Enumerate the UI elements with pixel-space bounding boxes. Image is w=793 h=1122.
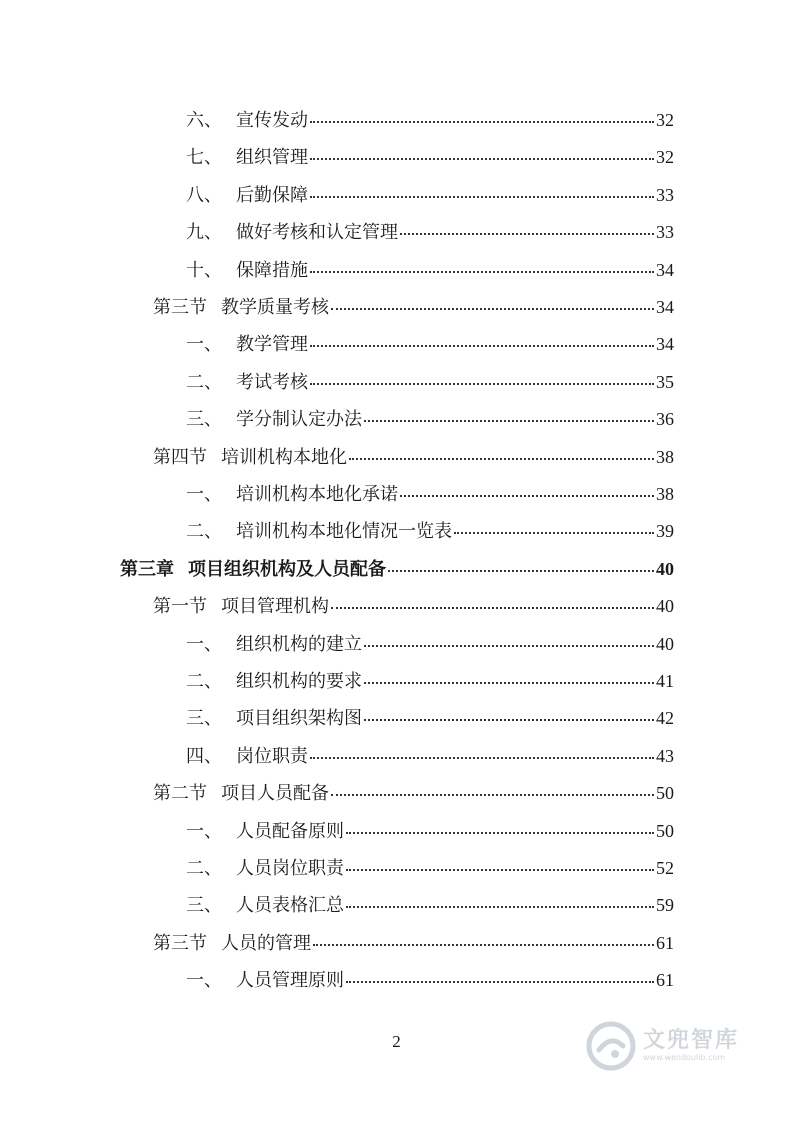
toc-entry-page: 40 (656, 633, 674, 654)
toc-entry-page: 38 (656, 446, 674, 467)
toc-entry-number: 一、 (186, 633, 222, 655)
toc-entry-number: 一、 (186, 970, 222, 992)
toc-leader-dots (331, 606, 654, 609)
toc-entry-number: 一、 (186, 820, 222, 842)
toc-entry-label (186, 894, 344, 918)
toc-entry-page: 61 (656, 970, 674, 991)
toc-entry-number: 第三章 (120, 558, 174, 580)
toc-entry-title: 人员管理原则 (236, 970, 344, 992)
toc-entry[interactable] (153, 445, 674, 469)
toc-entry[interactable] (186, 819, 674, 843)
page-number: 2 (392, 1032, 401, 1051)
toc-entry[interactable] (186, 258, 674, 282)
toc-entry-label (186, 184, 308, 208)
toc-entry-label (153, 782, 329, 806)
toc-entry-page: 40 (656, 558, 674, 579)
toc-entry-number: 一、 (186, 484, 222, 505)
toc-entry-number: 三、 (186, 895, 222, 917)
toc-entry-label (153, 932, 311, 956)
toc-entry-title: 组织管理 (236, 147, 308, 169)
toc-leader-dots (310, 195, 654, 198)
toc-entry-number: 二、 (186, 858, 222, 879)
toc-entry-number: 二、 (186, 521, 222, 543)
toc-entry-title: 培训机构本地化 (221, 446, 347, 468)
toc-entry-number: 三、 (186, 708, 222, 730)
toc-entry-label (186, 408, 362, 432)
toc-entry-label (153, 595, 329, 619)
wendou-logo-icon (585, 1020, 637, 1072)
toc-entry-page: 35 (656, 371, 674, 392)
toc-entry-page: 32 (656, 147, 674, 168)
toc-entry-label (186, 707, 362, 731)
toc-entry-title: 培训机构本地化情况一览表 (236, 521, 452, 543)
toc-entry-number: 七、 (186, 147, 222, 169)
toc-entry-label (186, 520, 452, 544)
toc-entry[interactable] (186, 332, 674, 356)
toc-leader-dots (331, 307, 654, 310)
toc-entry-number: 第三节 (153, 297, 207, 318)
toc-entry[interactable] (153, 931, 674, 955)
toc-entry-title: 教学管理 (236, 334, 308, 356)
toc-entry-title: 教学质量考核 (221, 297, 329, 318)
toc-leader-dots (400, 232, 654, 235)
toc-leader-dots (310, 120, 654, 123)
toc-entry-number: 四、 (186, 745, 222, 767)
toc-entry[interactable] (186, 407, 674, 431)
toc-entry-page: 41 (656, 671, 674, 691)
toc-entry-title: 组织机构的要求 (236, 671, 362, 692)
toc-entry-title: 后勤保障 (236, 184, 308, 206)
toc-entry-number: 二、 (186, 671, 222, 692)
toc-entry-number: 三、 (186, 409, 222, 431)
toc-entry[interactable] (153, 781, 674, 805)
toc-entry-title: 人员岗位职责 (236, 858, 344, 879)
toc-entry-title: 人员的管理 (221, 932, 311, 954)
watermark-url: www.wendoulib.com (643, 1053, 726, 1062)
toc-leader-dots (346, 868, 654, 871)
toc-entry-label (186, 670, 362, 694)
toc-entry[interactable] (186, 744, 674, 768)
toc-entry-page: 39 (656, 521, 674, 542)
toc-entry-number: 第四节 (153, 446, 207, 468)
toc-entry-page: 42 (656, 708, 674, 729)
toc-leader-dots (310, 382, 654, 385)
toc-entry-number: 九、 (186, 222, 222, 244)
toc-entry[interactable] (186, 632, 674, 656)
toc-entry-label (186, 633, 362, 657)
toc-entry-page: 50 (656, 820, 674, 841)
toc-entry-title: 项目管理机构 (221, 596, 329, 618)
toc-leader-dots (310, 270, 654, 273)
toc-entry-page: 50 (656, 783, 674, 804)
toc-entry-label (186, 820, 344, 844)
watermark-title: 文兜智库 (643, 1028, 740, 1053)
toc-entry[interactable] (186, 145, 674, 169)
toc-entry-page: 52 (656, 858, 674, 878)
toc-entry-label (186, 259, 308, 283)
toc-leader-dots (331, 793, 654, 796)
toc-entry[interactable] (186, 519, 674, 543)
toc-entry-title: 保障措施 (236, 259, 308, 281)
toc-leader-dots (388, 569, 654, 572)
toc-entry-page: 43 (656, 745, 674, 766)
toc-leader-dots (364, 718, 654, 721)
toc-entry-page: 34 (656, 334, 674, 355)
toc-leader-dots (346, 980, 654, 983)
toc-leader-dots (310, 157, 654, 160)
toc-entry-page: 32 (656, 110, 674, 130)
toc-entry-title: 项目组织架构图 (236, 708, 362, 730)
toc-entry[interactable] (153, 594, 674, 618)
toc-leader-dots (313, 943, 654, 946)
toc-entry-page: 59 (656, 895, 674, 916)
toc-entry[interactable] (120, 557, 674, 581)
toc-entry-page: 34 (656, 297, 674, 317)
toc-entry[interactable] (186, 220, 674, 244)
toc-entry-page: 36 (656, 409, 674, 430)
toc-entry[interactable] (186, 669, 674, 693)
toc-entry-title: 项目组织机构及人员配备 (188, 558, 386, 580)
toc-entry-label (186, 745, 308, 769)
toc-entry[interactable] (186, 856, 674, 880)
toc-entry-label (153, 296, 329, 320)
toc-entry-number: 一、 (186, 334, 222, 356)
toc-entry-label (186, 221, 398, 245)
toc-entry-label (186, 371, 308, 395)
toc-entry-number: 十、 (186, 259, 222, 281)
toc-entry-label (186, 109, 308, 133)
toc-entry-number: 第三节 (153, 932, 207, 954)
toc-entry[interactable] (186, 183, 674, 207)
toc-entry-page: 38 (656, 484, 674, 504)
toc-entry-number: 第一节 (153, 596, 207, 618)
toc-entry-number: 八、 (186, 184, 222, 206)
toc-entry-title: 项目人员配备 (221, 783, 329, 805)
toc-leader-dots (400, 494, 654, 497)
toc-entry[interactable] (186, 706, 674, 730)
toc-leader-dots (364, 681, 654, 684)
toc-entry[interactable] (153, 295, 674, 319)
toc-entry-page: 34 (656, 259, 674, 280)
toc-entry-number: 二、 (186, 371, 222, 393)
toc-leader-dots (310, 344, 654, 347)
toc-entry-label (153, 446, 347, 470)
toc-entry-title: 组织机构的建立 (236, 633, 362, 655)
toc-entry-label (186, 857, 344, 881)
toc-leader-dots (364, 644, 654, 647)
toc-entry-title: 考试考核 (236, 371, 308, 393)
toc-entry[interactable] (186, 482, 674, 506)
toc-entry[interactable] (186, 968, 674, 992)
toc-entry-title: 做好考核和认定管理 (236, 222, 398, 244)
toc-entry-label (186, 146, 308, 170)
toc-leader-dots (310, 756, 654, 759)
toc-entry-title: 岗位职责 (236, 745, 308, 767)
toc-entry-number: 六、 (186, 110, 222, 131)
toc-entry-label (186, 333, 308, 357)
toc-entry-title: 培训机构本地化承诺 (236, 484, 398, 505)
toc-leader-dots (364, 419, 654, 422)
toc-entry-title: 宣传发动 (236, 110, 308, 131)
toc-entry-page: 40 (656, 596, 674, 617)
toc-entry-title: 人员表格汇总 (236, 895, 344, 917)
toc-entry-number: 第二节 (153, 783, 207, 805)
toc-entry-page: 61 (656, 932, 674, 953)
toc-leader-dots (454, 531, 654, 534)
toc-entry-label (186, 969, 344, 993)
toc-entry[interactable] (186, 893, 674, 917)
toc-leader-dots (346, 905, 654, 908)
toc-entry-label (186, 483, 398, 507)
toc-entry-page: 33 (656, 222, 674, 243)
toc-entry-label (120, 558, 386, 582)
toc-entry-title: 学分制认定办法 (236, 409, 362, 431)
toc-entry[interactable] (186, 370, 674, 394)
toc-entry-title: 人员配备原则 (236, 820, 344, 842)
toc-leader-dots (346, 831, 654, 834)
watermark-text (643, 1029, 739, 1063)
toc-entry[interactable] (186, 108, 674, 132)
toc-leader-dots (349, 457, 654, 460)
watermark (585, 1016, 765, 1076)
toc-entry-page: 33 (656, 184, 674, 205)
